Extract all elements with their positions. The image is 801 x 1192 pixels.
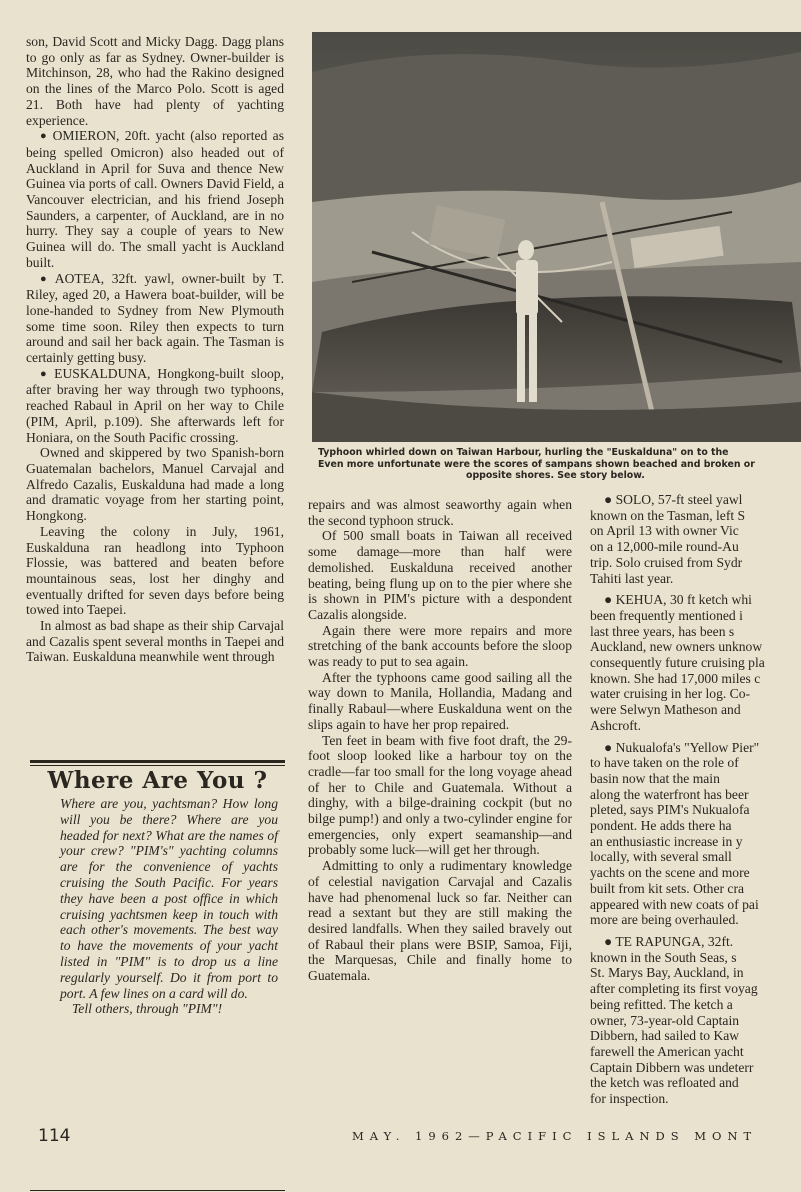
solo-line: on April 13 with owner Vic [590,523,739,539]
paragraph-ten-feet: Ten feet in beam with five foot draft, the 29-foot sloop looked like a harbour toy on the cradle—far too small for the long voyage ahead of her to Chile and Guatemala. Without a dinghy, with a bilge-draining cockpit (but no bilge pump!) and only a two-cylinder engine for emergencies, only expert seamanship—and probably some luck—will get her through. [308,732,572,858]
nukualofa-line: an enthusiastic increase in y [590,833,743,849]
item-solo [590,492,801,586]
kehua-line: ● KEHUA, 30 ft ketch whi [604,592,752,608]
bullet-icon: ● [40,367,51,380]
terapunga-line: Captain Dibbern was undeterr [590,1059,754,1075]
nukualofa-line: pondent. He adds there ha [590,818,732,834]
paragraph-flossie: Leaving the colony in July, 1961, Euskalduna ran headlong into Typhoon Flossie, was battered and beaten before mountainous seas, lost her dinghy and eventually drifted for seven days before being towed into Taepei. [26,523,284,618]
box-bottom-rule [30,1190,285,1191]
solo-line: ● SOLO, 57-ft steel yawl [604,492,743,507]
right-column [590,492,801,1107]
nukualofa-line: ● Nukualofa's "Yellow Pier" [604,739,760,755]
kehua-line: Auckland, new owners unknow [590,639,763,655]
box-closing-line: Tell others, through "PIM"! [72,1001,223,1017]
nukualofa-line: along the waterfront has beer [590,786,749,802]
item-nukualofa [590,740,801,928]
page-number: 114 [38,1126,71,1146]
nukualofa-line: locally, with several small [590,849,732,865]
paragraph-more-repairs: Again there were more repairs and more stretching of the bank accounts before the sloop was ready to put to sea again. [308,622,572,670]
running-footer: MAY. 1962—PACIFIC ISLANDS MONT [352,1129,758,1143]
paragraph-500-boats: Of 500 small boats in Taiwan all received some damage—more than half were demolished. Euskalduna received another beating, being flung up on to the pier where she is shown in PIM's picture with a despondent Cazalis alongside. [308,528,572,622]
paragraph-aotea [26,271,284,366]
nukualofa-line: basin now that the main [590,770,720,786]
kehua-line: known. She had 17,000 miles c [590,670,761,686]
nukualofa-line: appeared with new coats of pai [590,896,759,912]
item-te-rapunga [590,934,801,1107]
kehua-line: last three years, has been s [590,623,735,639]
terapunga-line: the ketch was refloated and [590,1075,739,1091]
terapunga-line: known in the South Seas, s [590,949,737,965]
nukualofa-line: to have taken on the role of [590,755,739,771]
terapunga-line: being refitted. The ketch a [590,996,733,1012]
terapunga-line: ● TE RAPUNGA, 32ft. [604,933,734,949]
paragraph-taepei: In almost as bad shape as their ship Carvajal and Cazalis spent several months in Taepei and Taiwan. Euskalduna meanwhile went through [26,618,284,665]
kehua-line: been frequently mentioned i [590,607,743,623]
paragraph-repairs: repairs and was almost seaworthy again when the second typhoon struck. [308,497,572,528]
paragraph-euskalduna-text: EUSKALDUNA, Hongkong-built sloop, after braving her way through two typhoons, reached Rabaul in April on her way to Chile (PIM, April, p.109). She afterwards left for Honiara, on the South Pacific crossing. [26,365,284,445]
box-title: Where Are You ? [47,767,268,794]
kehua-line: were Selwyn Matheson and [590,702,741,718]
solo-line: known on the Tasman, left S [590,507,746,523]
box-top-rule [30,760,285,763]
solo-line: Tahiti last year. [590,570,674,586]
paragraph-aotea-text: AOTEA, 32ft. yawl, owner-built by T. Riley, aged 20, a Hawera boat-builder, will be lone-handed to Sydney from New Plymouth some time soon. Riley then expects to turn around and sail her back again. The Tasman is certainly getting busy. [26,270,284,366]
bullet-icon: ● [40,272,51,285]
paragraph-owners: Owned and skippered by two Spanish-born Guatemalan bachelors, Manuel Carvajal and Alfredo Cazalis, Euskalduna had made a long and dramatic voyage from her starting point, Hongkong. [26,445,284,524]
middle-column [308,497,572,984]
photo-wrecked-yacht [312,32,801,442]
nukualofa-line: more are being overhauled. [590,912,739,928]
left-column [26,34,284,665]
nukualofa-line: built from kit sets. Other cra [590,880,745,896]
caption-line-2: Even more unfortunate were the scores of sampans shown beached and broken or [318,458,755,470]
terapunga-line: farewell the American yacht [590,1043,744,1059]
solo-line: trip. Solo cruised from Sydr [590,554,743,570]
terapunga-line: for inspection. [590,1091,669,1107]
terapunga-line: after completing its first voyag [590,981,758,997]
terapunga-line: owner, 73-year-old Captain [590,1012,740,1028]
kehua-line: water cruising in her log. Co- [590,686,751,702]
paragraph-rakino-continued: son, David Scott and Micky Dagg. Dagg plans to go only as far as Sydney. Owner-builder is Mitchinson, 28, who had the Rakino designed on the lines of the Marco Polo. Scott is aged 21. Both have had plenty of yachting experience. [26,34,284,128]
paragraph-omieron-text: OMIERON, 20ft. yacht (also reported as being spelled Omicron) also headed out of Auckland in April for Suva and thence New Guinea via ports of call. Owners David Field, a Vancouver electrician, and his friend Joseph Saunders, a carpenter, of Auckland, are in no hurry. They say a couple of years to New Guinea will do. The small yacht is Auckland built. [26,128,284,270]
paragraph-good-sailing: After the typhoons came good sailing all the way down to Manila, Hollandia, Madang and finally Rabaul—where Euskalduna went on the slips again to have her prop repaired. [308,669,572,732]
paragraph-navigation: Admitting to only a rudimentary knowledge of celestial navigation Carvajal and Cazalis have had phenomenal luck so far. Neither can read a sextant but they are still making the desired landfalls. When they sailed bravely out of Rabaul their plans were BSIP, Samoa, Fiji, the Marquesas, Chile and finally home to Guatemala. [308,858,572,984]
photo-caption [318,447,801,482]
kehua-line: consequently future cruising pla [590,655,765,671]
paragraph-euskalduna [26,366,284,446]
paragraph-omieron [26,128,284,270]
terapunga-line: St. Marys Bay, Auckland, in [590,965,744,981]
item-kehua [590,592,801,733]
box-top-rule-thin [30,765,285,766]
nukualofa-line: pleted, says PIM's Nukualofa [590,802,750,818]
terapunga-line: Dibbern, had sailed to Kaw [590,1028,740,1044]
box-paragraph: Where are you, yachtsman? How long will you be there? Where are you headed for next? What are the names of your crew? "PIM's" yachting columns are for the convenience of yachts cruising the South Pacific. For years they have been a post office in which cruising yachtsmen keep in touch with each other's movements. The best way to have the movements of your yacht listed in "PIM" is to drop us a line regularly yourself. Do it from port to port. A few lines on a card will do. [60,796,278,1001]
bullet-icon: ● [40,130,49,143]
box-body [60,796,278,1017]
photo-illustration [312,32,801,442]
kehua-line: Ashcroft. [590,717,641,733]
solo-line: on a 12,000-mile round-Au [590,539,739,555]
caption-line-1: Typhoon whirled down on Taiwan Harbour, hurling the "Euskalduna" on to the [318,447,729,458]
nukualofa-line: yachts on the scene and more [590,865,750,881]
caption-line-3: opposite shores. See story below. [466,470,645,482]
